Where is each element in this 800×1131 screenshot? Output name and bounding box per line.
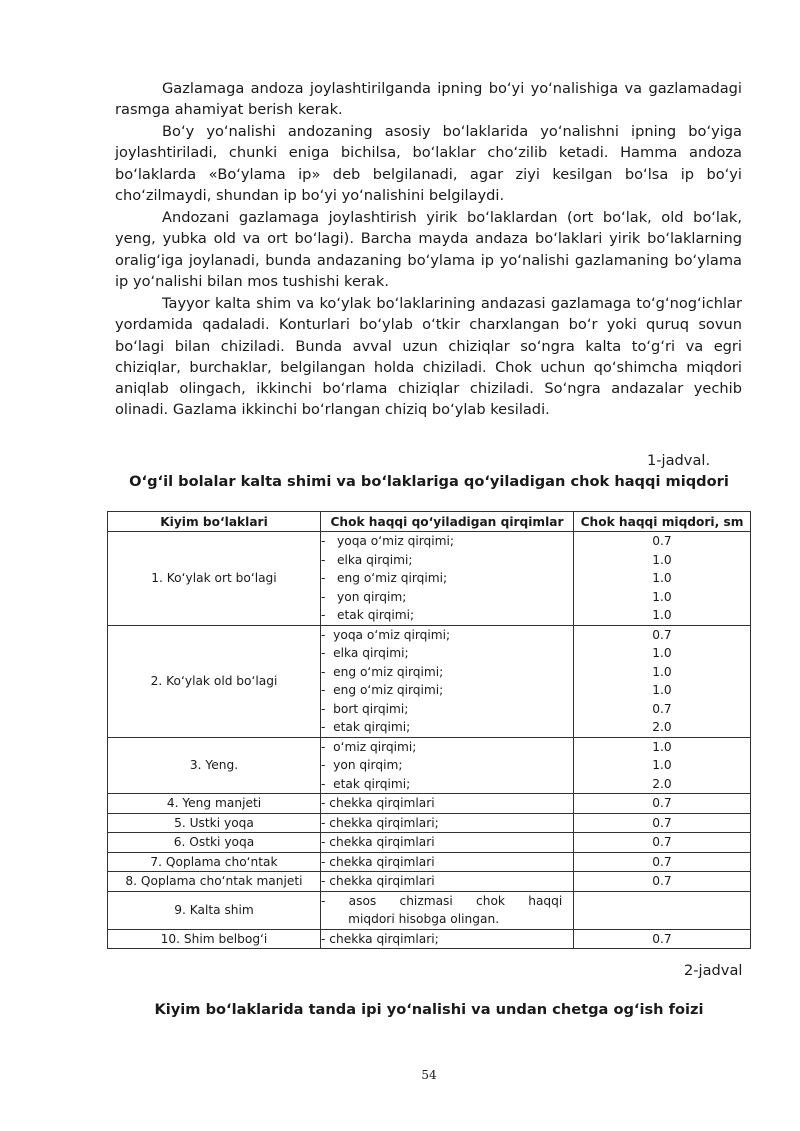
- cut-item: - elka qirqimi;: [321, 646, 409, 660]
- table-row: [108, 872, 751, 892]
- part-name-cell: 3. Yeng.: [108, 737, 321, 794]
- table-row: [108, 852, 751, 872]
- part-name-cell: 2. Ko‘ylak old bo‘lagi: [108, 625, 321, 737]
- part-name-cell: 7. Qoplama cho‘ntak: [108, 852, 321, 872]
- amount-value: [574, 901, 750, 920]
- header-parts: Kiyim bo‘laklari: [108, 512, 321, 532]
- part-name-cell: 6. Ostki yoqa: [108, 833, 321, 853]
- part-name-cell: 9. Kalta shim: [108, 891, 321, 929]
- amount-value: 0.7: [652, 835, 672, 849]
- cut-item: - asos chizmasi chok haqqi: [321, 893, 563, 908]
- part-name-cell: 5. Ustki yoqa: [108, 813, 321, 833]
- cut-item: - etak qirqimi;: [321, 776, 411, 791]
- table-row: [108, 737, 751, 794]
- allowance-table: [107, 511, 751, 949]
- amount-value: 1.0: [652, 589, 672, 604]
- paragraph-3: [115, 207, 742, 292]
- table2-caption: 2-jadval: [684, 962, 743, 979]
- paragraph-4-text: Tayyor kalta shim va ko‘ylak bo‘laklarining andazasi gazlamaga to‘g‘nog‘ichlar yordamida qadaladi. Konturlari bo‘ylab o‘tkir charxlangan bo‘r yoki quruq sovun bo‘lagi bilan chiziladi. Bunda avval uzun chiziqlar so‘ngra kalta to‘g‘ri va egri chiziqlar, burchaklar, belgilangan holda chiziladi. Chok uchun qo‘shimcha miqdori aniqlab olingach, ikkinchi bo‘rlama chiziqlar chiziladi. So‘ngra andazalar yechib olinadi. Gazlama ikkinchi bo‘rlangan chiziq bo‘ylab kesiladi.: [115, 295, 742, 419]
- cut-item: - chekka qirqimlari;: [321, 931, 439, 946]
- paragraph-2: [115, 121, 742, 206]
- header-cuts: Chok haqqi qo‘yiladigan qirqimlar: [321, 512, 574, 532]
- cut-item: - etak qirqimi;: [321, 720, 411, 734]
- cut-item: - eng o‘miz qirqimi;: [321, 571, 448, 585]
- table-row: [108, 813, 751, 833]
- amount-value: 2.0: [652, 720, 672, 734]
- cut-item: - yoqa o‘miz qirqimi;: [321, 534, 455, 548]
- amount-cell: [574, 852, 751, 872]
- cut-item: - chekka qirqimlari: [321, 835, 435, 849]
- cut-item: - yoqa o‘miz qirqimi;: [321, 627, 451, 642]
- cuts-cell: [321, 891, 574, 929]
- amount-cell: [574, 813, 751, 833]
- amount-value: 2.0: [652, 776, 672, 791]
- table-body: [108, 532, 751, 949]
- paragraph-2-text: Bo‘y yo‘nalishi andozaning asosiy bo‘laklarida yo‘nalishni ipning bo‘yiga joylashtiriladi, chunki eniga bichilsa, bo‘laklar cho‘zilib ketadi. Hamma andoza bo‘laklarda «Bo‘ylama ip» deb belgilanadi, agar ziyi kesilgan bo‘lsa ip bo‘yi cho‘zilmaydi, shundan ip bo‘yi yo‘nalishini belgilaydi.: [115, 123, 742, 204]
- amount-value: 1.0: [652, 571, 672, 585]
- cuts-cell: [321, 852, 574, 872]
- cut-item: - chekka qirqimlari: [321, 796, 435, 810]
- amount-value: 0.7: [652, 854, 672, 869]
- table-row: [108, 929, 751, 949]
- part-name-cell: 8. Qoplama cho‘ntak manjeti: [108, 872, 321, 892]
- cut-item: - yon qirqim;: [321, 589, 407, 604]
- cut-item: - bort qirqimi;: [321, 701, 409, 716]
- cut-item: - etak qirqimi;: [321, 608, 415, 622]
- table-row: [108, 625, 751, 737]
- amount-value: 0.7: [652, 931, 672, 946]
- amount-cell: [574, 929, 751, 949]
- amount-value: 0.7: [652, 627, 672, 642]
- amount-cell: [574, 833, 751, 853]
- page-number: 54: [421, 1068, 437, 1082]
- cut-item: miqdori hisobga olingan.: [321, 912, 500, 926]
- amount-value: 1.0: [652, 739, 672, 754]
- paragraph-3-text: Andozani gazlamaga joylashtirish yirik bo‘laklardan (ort bo‘lak, old bo‘lak, yeng, yubka old va ort bo‘lagi). Barcha mayda andaza bo‘laklari yirik bo‘laklarning oralig‘iga joylanadi, bunda andazaning bo‘ylama ip yo‘nalishi gazlamaning bo‘ylama ip yo‘nalishi bilan mos tushishi kerak.: [115, 209, 742, 290]
- paragraph-1-text: Gazlamaga andoza joylashtirilganda ipning bo‘yi yo‘nalishiga va gazlamadagi rasmga ahamiyat berish kerak.: [115, 80, 742, 119]
- part-name-cell: 4. Yeng manjeti: [108, 794, 321, 814]
- cuts-cell: [321, 813, 574, 833]
- amount-value: 1.0: [652, 552, 672, 567]
- cut-item: - o‘miz qirqimi;: [321, 739, 417, 754]
- amount-value: 1.0: [652, 683, 672, 697]
- cut-item: - chekka qirqimlari;: [321, 815, 439, 830]
- cuts-cell: [321, 532, 574, 626]
- paragraph-4: [115, 293, 742, 421]
- amount-cell: [574, 625, 751, 737]
- table1-title: O‘g‘il bolalar kalta shimi va bo‘laklariga qo‘yiladigan chok haqqi miqdori: [129, 473, 729, 490]
- amount-value: 1.0: [652, 758, 672, 772]
- part-name-cell: 10. Shim belbog‘i: [108, 929, 321, 949]
- paragraph-1: [115, 78, 742, 121]
- cut-item: - chekka qirqimlari: [321, 854, 435, 869]
- amount-value: 1.0: [652, 664, 672, 679]
- amount-value: 1.0: [652, 646, 672, 660]
- amount-cell: [574, 872, 751, 892]
- cuts-cell: [321, 872, 574, 892]
- amount-value: 0.7: [652, 534, 672, 548]
- table-row: [108, 891, 751, 929]
- cut-item: - elka qirqimi;: [321, 552, 413, 567]
- amount-value: 1.0: [652, 608, 672, 622]
- cuts-cell: [321, 929, 574, 949]
- amount-cell: [574, 737, 751, 794]
- amount-value: 0.7: [652, 701, 672, 716]
- amount-value: 0.7: [652, 815, 672, 830]
- table-header-row: [108, 512, 751, 532]
- amount-cell: [574, 794, 751, 814]
- cuts-cell: [321, 625, 574, 737]
- cut-item: - eng o‘miz qirqimi;: [321, 664, 444, 679]
- amount-value: 0.7: [652, 874, 672, 888]
- table-row: [108, 794, 751, 814]
- cut-item: - eng o‘miz qirqimi;: [321, 683, 444, 697]
- cut-item: - yon qirqim;: [321, 758, 403, 772]
- table2-title: Kiyim bo‘laklarida tanda ipi yo‘nalishi va undan chetga og‘ish foizi: [154, 1001, 704, 1018]
- cuts-cell: [321, 737, 574, 794]
- cut-item: - chekka qirqimlari: [321, 874, 435, 888]
- amount-value: 0.7: [652, 796, 672, 810]
- table1-caption: 1-jadval.: [647, 452, 711, 469]
- amount-cell: [574, 532, 751, 626]
- table-row: [108, 833, 751, 853]
- cuts-cell: [321, 833, 574, 853]
- table-row: [108, 532, 751, 626]
- amount-cell: [574, 891, 751, 929]
- cuts-cell: [321, 794, 574, 814]
- part-name-cell: 1. Ko‘ylak ort bo‘lagi: [108, 532, 321, 626]
- header-amount: Chok haqqi miqdori, sm: [574, 512, 751, 532]
